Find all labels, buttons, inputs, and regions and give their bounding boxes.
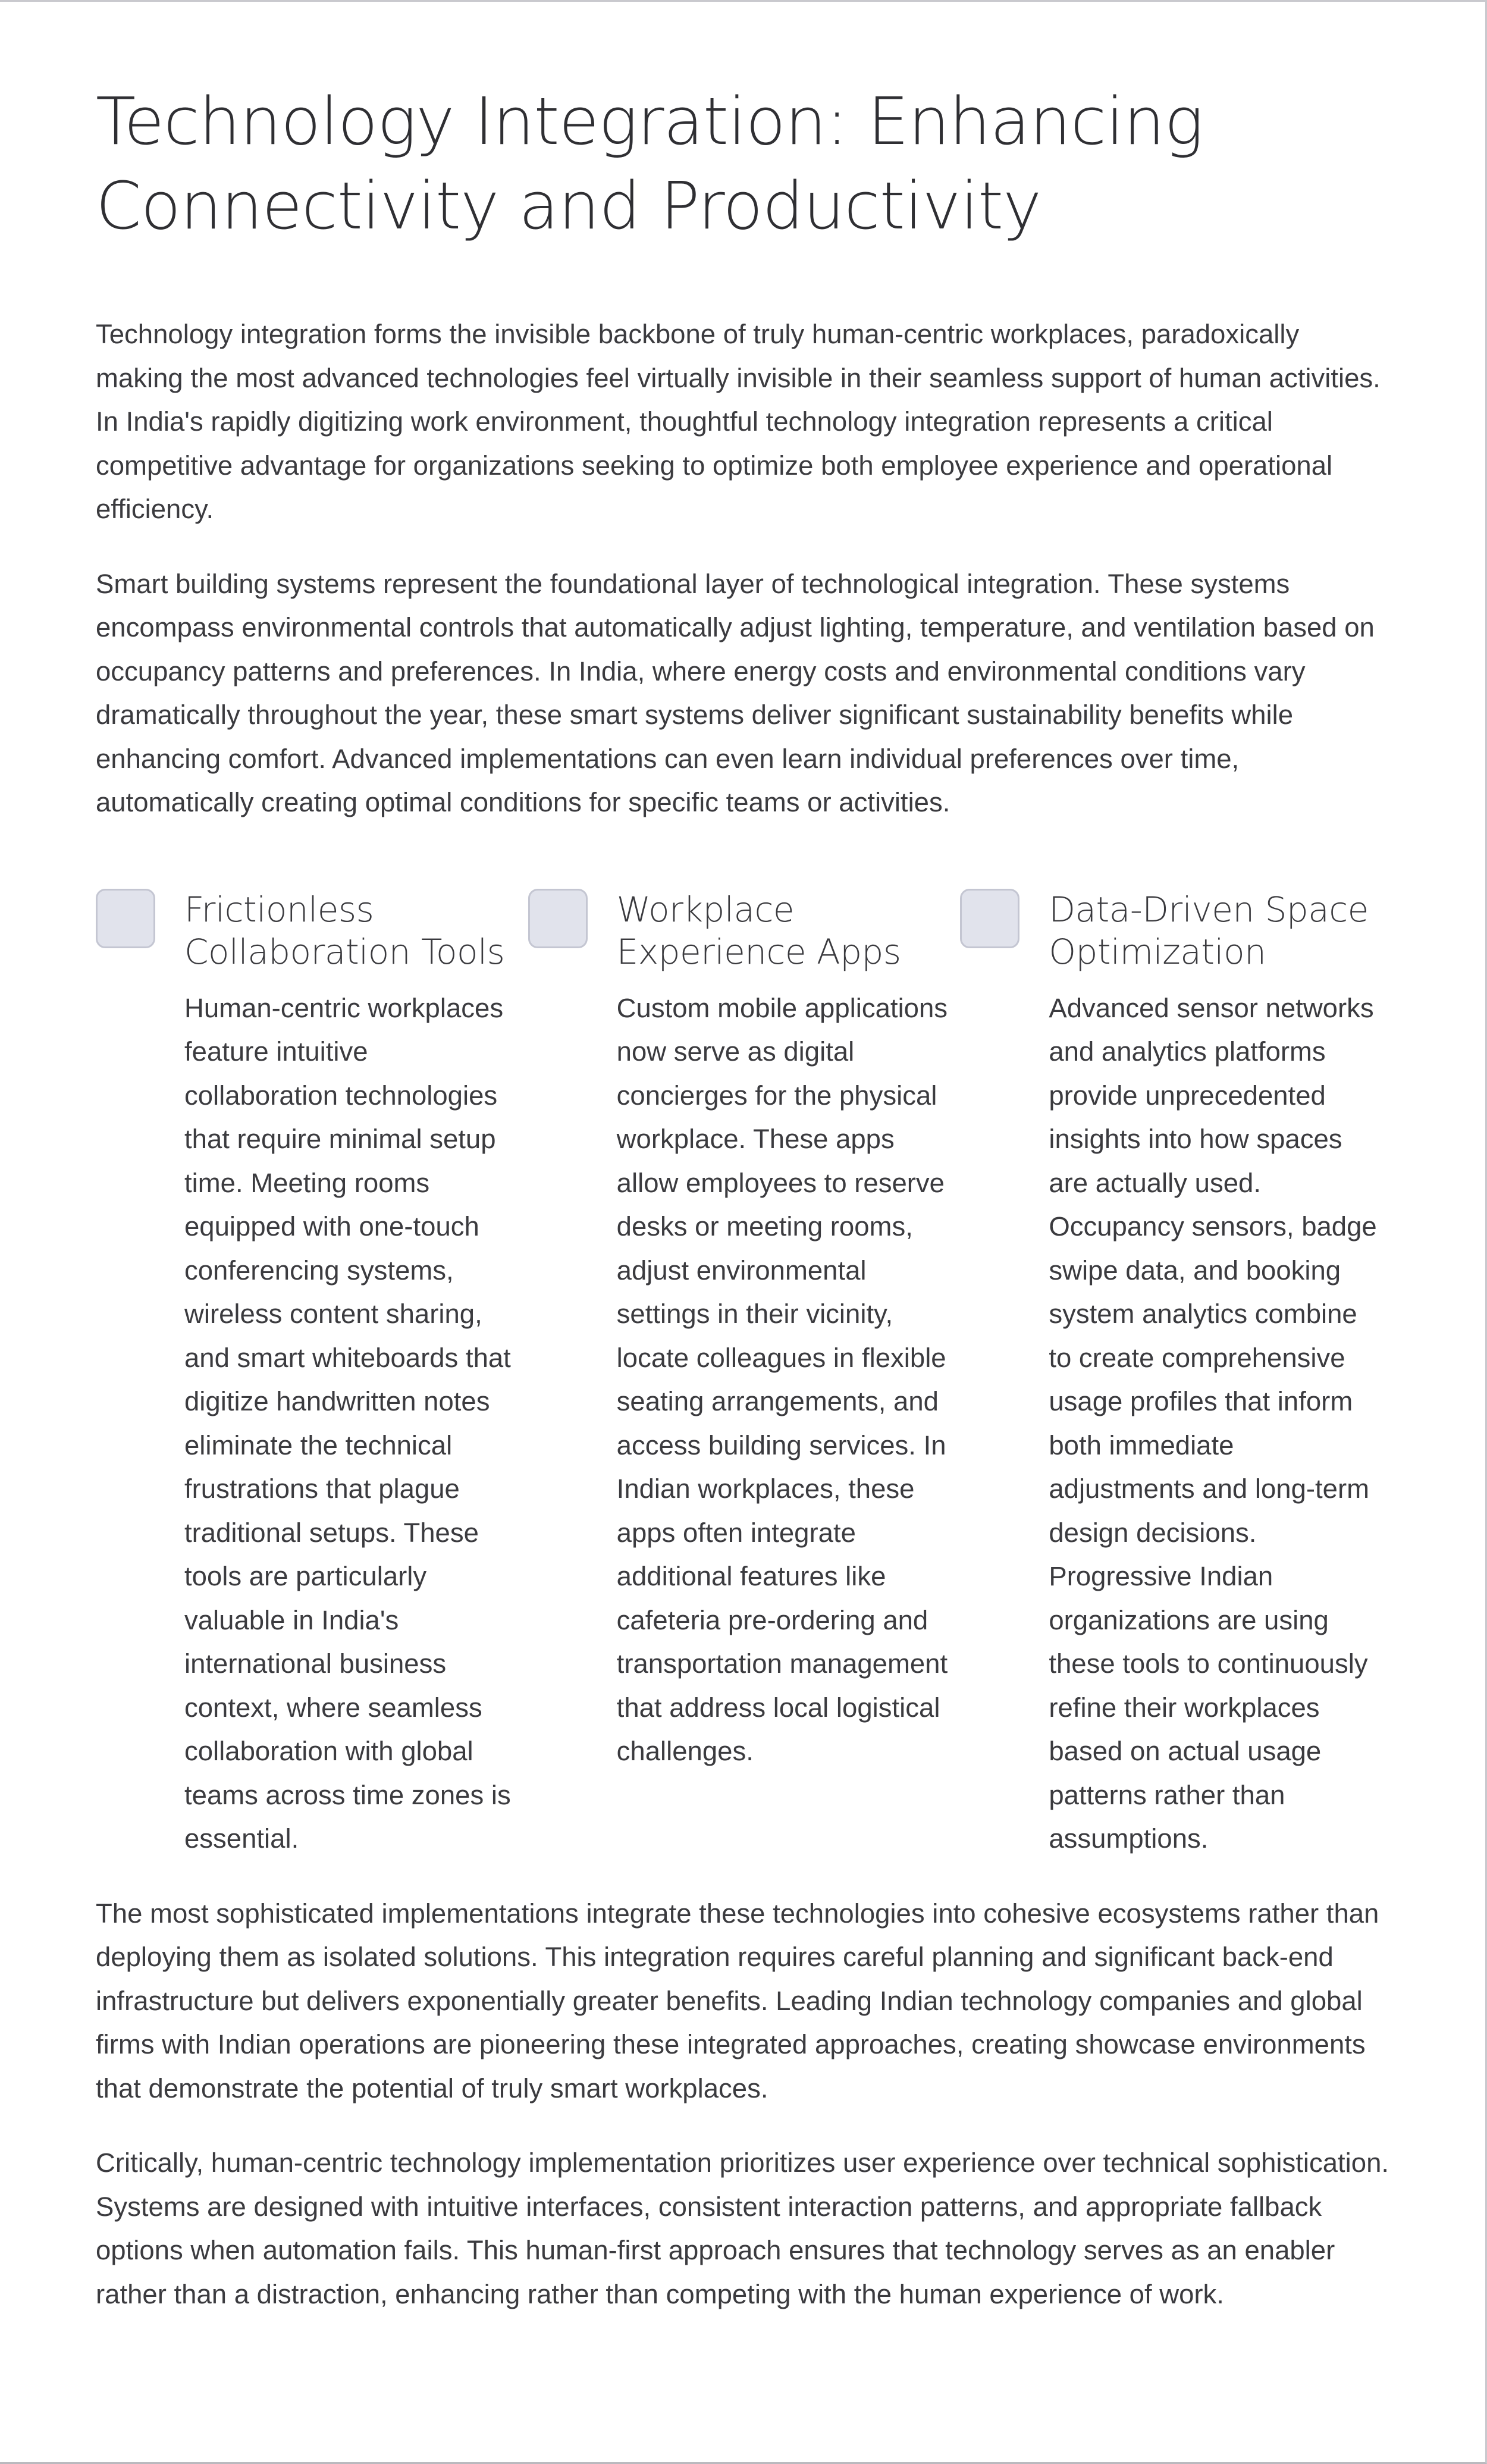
feature-body bbox=[1049, 889, 1382, 1861]
smart-building-paragraph: Smart building systems represent the foundational layer of technological integration. These systems encompass environmental controls that automatically adjust lighting, temperature, and ventilation based on occupancy patterns and preferences. In India, where energy costs and environmental conditions vary dramatically throughout the year, these smart systems deliver significant sustainability benefits while enhancing comfort. Advanced implementations can even learn individual preferences over time, automatically creating optimal conditions for specific teams or activities. bbox=[96, 568, 1375, 817]
ecosystem-paragraph: The most sophisticated implementations integrate these technologies into cohesive ecosystems rather than deploying them as isolated solutions. This integration requires careful planning and significant back-end infrastructure but delivers exponentially greater benefits. Leading Indian technology companies and global firms with Indian operations are pioneering these integrated approaches, creating showcase environments that demonstrate the potential of truly smart workplaces. bbox=[96, 1898, 1379, 2104]
feature-body bbox=[617, 889, 950, 1773]
feature-text: Advanced sensor networks and analytics platforms provide unprecedented insights into how spaces are actually used. Occupancy sensors, badge swipe data, and booking system analytics combine to create comprehensive usage profiles that inform both immediate adjustments and long-term design decisions. Progressive Indian organizations are using these tools to continuously refine their workplaces based on actual usage patterns rather than assumptions. bbox=[1049, 992, 1377, 1854]
feature-title: Frictionless Collaboration Tools bbox=[184, 889, 505, 972]
feature-body bbox=[184, 889, 517, 1861]
placeholder-icon bbox=[96, 889, 155, 948]
feature-text: Custom mobile applications now serve as digital concierges for the physical workplace. These apps allow employees to reserve desks or meeting rooms, adjust environmental settings in their vicinity, locate colleagues in flexible seating arrangements, and access building services. In Indian workplaces, these apps often integrate additional features like cafeteria pre-ordering and transportation management that address local logistical challenges. bbox=[616, 992, 948, 1766]
page-title: Technology Integration: Enhancing Connectivity and Productivity bbox=[96, 83, 1203, 244]
user-experience-paragraph: Critically, human-centric technology implementation prioritizes user experience over technical sophistication. Systems are designed with intuitive interfaces, consistent interaction patterns, and appropriate fallback options when automation fails. This human-first approach ensures that technology serves as an enabler rather than a distraction, enhancing rather than competing with the human experience of work. bbox=[96, 2148, 1389, 2309]
feature-collaboration-tools bbox=[96, 889, 528, 1861]
feature-text: Human-centric workplaces feature intuitive collaboration technologies that require minimal setup time. Meeting rooms equipped with one-touch conferencing systems, wireless content sharing, and smart whiteboards that digitize handwritten notes eliminate the technical frustrations that plague traditional setups. These tools are particularly valuable in India's international business context, where seamless collaboration with global teams across time zones is essential. bbox=[184, 992, 511, 1854]
placeholder-icon bbox=[528, 889, 588, 948]
feature-columns bbox=[96, 889, 1392, 1861]
feature-experience-apps bbox=[528, 889, 961, 1861]
feature-title: Data-Driven Space Optimization bbox=[1049, 889, 1369, 972]
feature-space-optimization bbox=[960, 889, 1392, 1861]
article bbox=[96, 79, 1392, 2316]
feature-title: Workplace Experience Apps bbox=[616, 889, 901, 972]
intro-paragraph: Technology integration forms the invisible backbone of truly human-centric workplaces, paradoxically making the most advanced technologies feel virtually invisible in their seamless support of human activities. In India's rapidly digitizing work environment, thoughtful technology integration represents a critical competitive advantage for organizations seeking to optimize both employee experience and operational efficiency. bbox=[96, 319, 1381, 524]
placeholder-icon bbox=[960, 889, 1019, 948]
